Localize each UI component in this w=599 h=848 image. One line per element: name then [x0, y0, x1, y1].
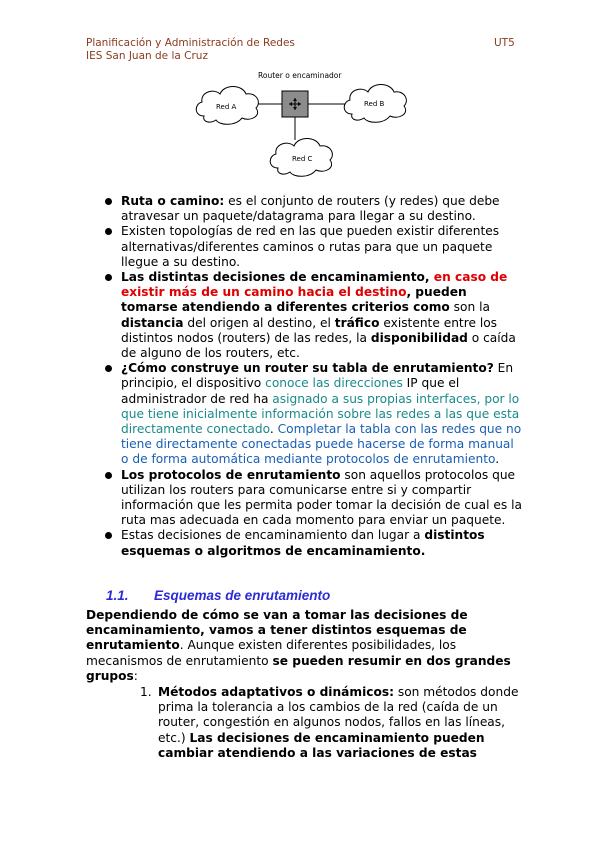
list-number: 1. — [140, 685, 152, 699]
bullet-list — [103, 194, 523, 559]
header-course-title: Planificación y Administración de Redes — [86, 37, 295, 49]
svg-text:Red A: Red A — [216, 103, 237, 111]
router-icon — [282, 91, 308, 117]
router-diagram — [190, 70, 420, 195]
section-heading — [106, 588, 330, 603]
svg-text:Red C: Red C — [292, 155, 313, 163]
cloud-red-b — [344, 85, 406, 123]
intro-paragraph: Dependiendo de cómo se van a tomar las decisiones de encaminamiento, vamos a tener distintos esquemas de enrutamiento. Aunque existen diferentes posibilidades, los mecanismos de enrutamiento se pueden resumir en dos grandes grupos: — [86, 608, 511, 683]
bullet-tabla-enrutamiento: ¿Cómo construye un router su tabla de enrutamiento? En principio, el dispositivo conoce las direcciones IP que el administrador de red ha asignado a sus propias interfaces, por lo que tiene inicialmente información sobre las redes a las que esta directamente conectado. Completar la tabla con las redes que no tiene directamente conectadas puede hacerse de forma manual o de forma automática mediante protocolos de enrutamiento. — [103, 361, 523, 467]
bullet-topologias: Existen topologías de red en las que pueden existir diferentes alternativas/diferentes caminos o rutas para que un paquete llegue a su destino. — [103, 224, 523, 270]
header-unit: UT5 — [494, 37, 515, 49]
header-school: IES San Juan de la Cruz — [86, 50, 208, 62]
bullet-esquemas: Estas decisiones de encaminamiento dan lugar a distintos esquemas o algoritmos de encaminamiento. — [103, 528, 523, 558]
section-title: Esquemas de enrutamiento — [154, 588, 331, 603]
bullet-decisiones: Las distintas decisiones de encaminamiento, en caso de existir más de un camino hacia el destino, pueden tomarse atendiendo a diferentes criterios como son la distancia del origen al destino, el tráfico existente entre los distintos nodos (routers) de las redes, la disponibilidad o caída de alguno de los routers, etc. — [103, 270, 523, 361]
bullet-ruta: Ruta o camino: es el conjunto de routers (y redes) que debe atravesar un paquete/datagrama para llegar a su destino. — [103, 194, 523, 224]
bullet-protocolos: Los protocolos de enrutamiento son aquellos protocolos que utilizan los routers para comunicarse entre si y compartir información que les permita poder tomar la decisión de cual es la ruta mas adecuada en cada momento para enviar un paquete. — [103, 468, 523, 529]
list-item-text: Métodos adaptativos o dinámicos: son métodos donde prima la tolerancia a los cambios de la red (caída de un router, congestión en algunos nodos, fallos en las líneas, etc.) Las decisiones de encaminamiento pueden cambiar atendiendo a las variaciones de estas — [158, 685, 519, 760]
diagram-title: Router o encaminador — [258, 71, 342, 80]
page-header — [86, 37, 295, 63]
cloud-red-c — [270, 139, 332, 177]
cloud-red-a — [196, 87, 258, 125]
section-number: 1.1. — [106, 588, 129, 603]
svg-text:Red B: Red B — [364, 100, 385, 108]
numbered-list-item — [140, 685, 520, 761]
